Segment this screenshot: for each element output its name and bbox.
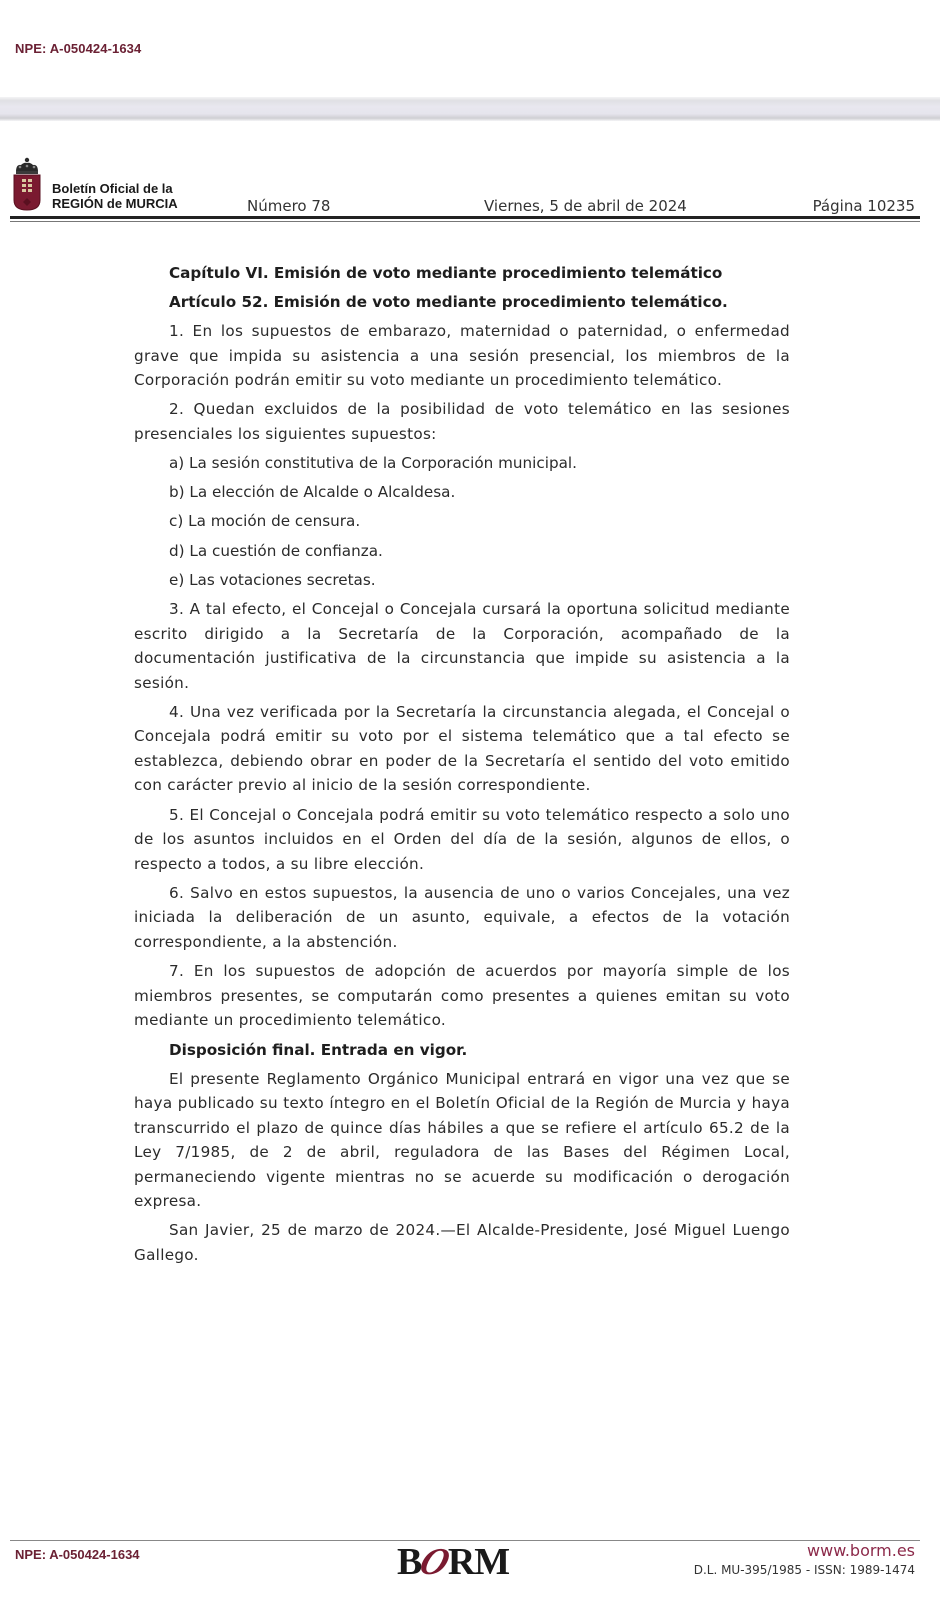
legal-deposit: D.L. MU-395/1985 - ISSN: 1989-1474 <box>693 1563 915 1577</box>
paragraph-6: 6. Salvo en estos supuestos, la ausencia de uno o varios Concejales, una vez iniciada la deliberación de un asunto, equivale, a efectos de la votación correspondiente, a la abstención. <box>134 883 790 951</box>
header-rule-thin <box>10 221 920 222</box>
paragraph-4: 4. Una vez verificada por la Secretaría la circunstancia alegada, el Concejal o Concejala podrá emitir su voto por el sistema telemático que a tal efecto se establezca, debiendo obrar en poder de la Secretaría el sentido del voto emitido con carácter previo al inicio de la sesión correspondiente. <box>134 702 790 795</box>
borm-logo <box>397 1543 509 1581</box>
paragraph-5: 5. El Concejal o Concejala podrá emitir su voto telemático respecto a solo uno de los asuntos incluidos en el Orden del día de la sesión, algunos de ellos, o respecto a todos, a su libre elección. <box>134 805 790 873</box>
page-number: Página 10235 <box>812 197 915 215</box>
bulletin-header <box>12 155 915 215</box>
header-rule-thick <box>10 216 920 219</box>
list-item-e: e) Las votaciones secretas. <box>169 570 376 589</box>
list-item-c: c) La moción de censura. <box>169 512 361 531</box>
coat-of-arms-icon <box>12 156 42 212</box>
page-separator <box>0 97 940 121</box>
npe-identifier-top: NPE: A-050424-1634 <box>15 41 142 56</box>
list-item-d: d) La cuestión de confianza. <box>169 541 383 560</box>
list-item-a: a) La sesión constitutiva de la Corporación municipal. <box>169 454 577 473</box>
paragraph-7: 7. En los supuestos de adopción de acuerdos por mayoría simple de los miembros presentes, se computarán como presentes a quienes emitan su voto mediante un procedimiento telemático. <box>134 962 790 1030</box>
npe-identifier-bottom: NPE: A-050424-1634 <box>15 1547 140 1562</box>
article-title: Artículo 52. Emisión de voto mediante procedimiento telemático. <box>169 293 728 311</box>
brand-line-2: REGIÓN de MURCIA <box>52 196 178 211</box>
borm-logo-b: B <box>397 1541 422 1583</box>
signature: San Javier, 25 de marzo de 2024.—El Alcalde-Presidente, José Miguel Luengo Gallego. <box>134 1221 790 1264</box>
issue-number: Número 78 <box>247 197 331 215</box>
list-item-b: b) La elección de Alcalde o Alcaldesa. <box>169 483 456 502</box>
borm-logo-o: O <box>414 1541 455 1583</box>
paragraph-3: 3. A tal efecto, el Concejal o Concejala cursará la oportuna solicitud mediante escrito dirigido a la Secretaría de la Corporación, acompañado de la documentación justificativa de la circunstancia que impide su asistencia a la sesión. <box>134 600 790 692</box>
chapter-title: Capítulo VI. Emisión de voto mediante procedimiento telemático <box>169 264 723 282</box>
issue-date: Viernes, 5 de abril de 2024 <box>484 197 687 215</box>
final-provision-title: Disposición final. Entrada en vigor. <box>169 1040 468 1059</box>
borm-logo-rm: RM <box>447 1541 510 1583</box>
website-link[interactable]: www.borm.es <box>807 1541 915 1560</box>
document-body <box>134 261 790 1272</box>
final-provision-text: El presente Reglamento Orgánico Municipal entrará en vigor una vez que se haya publicado su texto íntegro en el Boletín Oficial de la Región de Murcia y haya transcurrido el plazo de quince días hábiles a que se refiere el artículo 65.2 de la Ley 7/1985, de 2 de abril, reguladora de las Bases del Régimen Local, permaneciendo vigente mientras no se acuerde su modificación o derogación expresa. <box>134 1069 790 1211</box>
paragraph-1: 1. En los supuestos de embarazo, maternidad o paternidad, o enfermedad grave que impida su asistencia a una sesión presencial, los miembros de la Corporación podrán emitir su voto mediante un procedimiento telemático. <box>134 322 790 389</box>
bulletin-brand <box>52 181 178 211</box>
brand-line-1: Boletín Oficial de la <box>52 181 173 196</box>
paragraph-2: 2. Quedan excluidos de la posibilidad de voto telemático en las sesiones presenciales los siguientes supuestos: <box>134 400 790 443</box>
